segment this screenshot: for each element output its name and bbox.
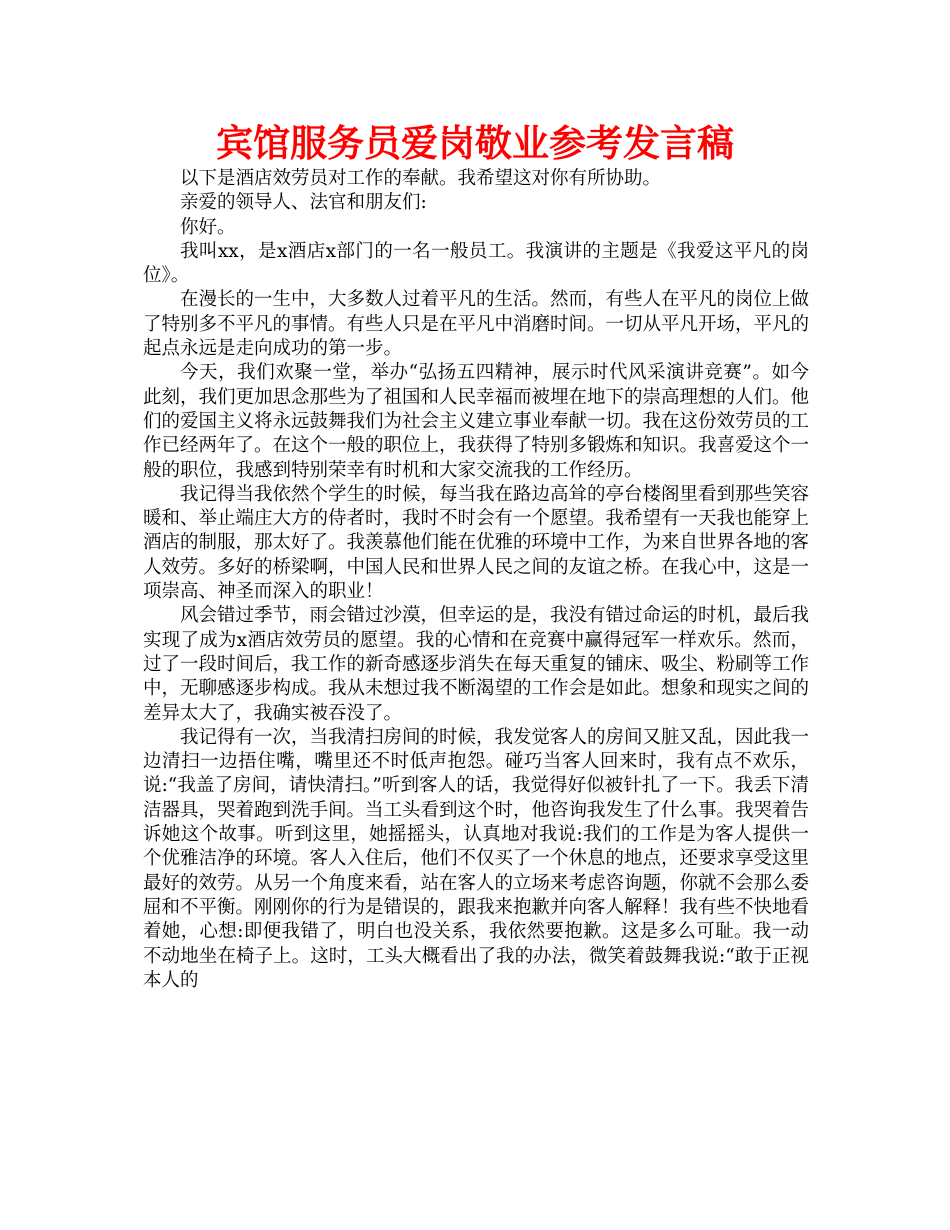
paragraph: 我记得当我依然个学生的时候，每当我在路边高耸的亭台楼阁里看到那些笑容暖和、举止端庄大方的侍者时，我时不时会有一个愿望。我希望有一天我也能穿上酒店的制服，那太好了。我羡慕他们能在优雅的环境中工作，为来自世界各地的客人效劳。多好的桥梁啊，中国人民和世界人民之间的友谊之桥。在我心中，这是一项崇高、神圣而深入的职业！ xyxy=(143,483,810,603)
paragraph: 今天，我们欢聚一堂，举办“弘扬五四精神，展示时代风采演讲竞赛”。如今此刻，我们更加思念那些为了祖国和人民幸福而被埋在地下的崇高理想的人们。他们的爱国主义将永远鼓舞我们为社会主义建立事业奉献一切。我在这份效劳员的工作已经两年了。在这个一般的职位上，我获得了特别多锻炼和知识。我喜爱这个一般的职位，我感到特别荣幸有时机和大家交流我的工作经历。 xyxy=(143,362,810,481)
paragraph: 我记得有一次，当我清扫房间的时候，我发觉客人的房间又脏又乱，因此我一边清扫一边捂住嘴，嘴里还不时低声抱怨。碰巧当客人回来时，我有点不欢乐，说:“我盖了房间，请快清扫。”听到客人的话，我觉得好似被针扎了一下。我丢下清洁器具，哭着跑到洗手间。当工头看到这个时，他咨询我发生了什么事。我哭着告诉她这个故事。听到这里，她摇摇头，认真地对我说:我们的工作是为客人提供一个优雅洁净的环境。客人入住后，他们不仅买了一个休息的地点，还要求享受这里最好的效劳。从另一个角度来看，站在客人的立场来考虑咨询题，你就不会那么委屈和不平衡。刚刚你的行为是错误的，跟我来抱歉并向客人解释！我有些不快地看着她，心想:即便我错了，明白也没关系，我依然要抱歉。这是多么可耻。我一动不动地坐在椅子上。这时，工头大概看出了我的办法，微笑着鼓舞我说:“敢于正视本人的 xyxy=(143,726,810,991)
paragraph: 亲爱的领导人、法官和朋友们: xyxy=(180,192,427,214)
document-title: 宾馆服务员爱岗敬业参考发言稿 xyxy=(216,122,734,165)
paragraph: 我叫xx，是x酒店x部门的一名一般员工。我演讲的主题是《我爱这平凡的岗位》。 xyxy=(143,240,809,287)
paragraph: 在漫长的一生中，大多数人过着平凡的生活。然而，有些人在平凡的岗位上做了特别多不平凡的事情。有些人只是在平凡中消磨时间。一切从平凡开场，平凡的起点永远是走向成功的第一步。 xyxy=(143,289,810,360)
paragraph: 你好。 xyxy=(180,216,236,238)
paragraph: 以下是酒店效劳员对工作的奉献。我希望这对你有所协助。 xyxy=(180,168,662,189)
paragraph: 风会错过季节，雨会错过沙漠，但幸运的是，我没有错过命运的时机，最后我实现了成为x酒店效劳员的愿望。我的心情和在竞赛中赢得冠军一样欢乐。然而，过了一段时间后，我工作的新奇感逐步消失在每天重复的铺床、吸尘、粉刷等工作中，无聊感逐步构成。我从未想过我不断渴望的工作会是如此。想象和现实之间的差异太大了，我确实被吞没了。 xyxy=(143,605,810,724)
document-body xyxy=(143,167,809,993)
